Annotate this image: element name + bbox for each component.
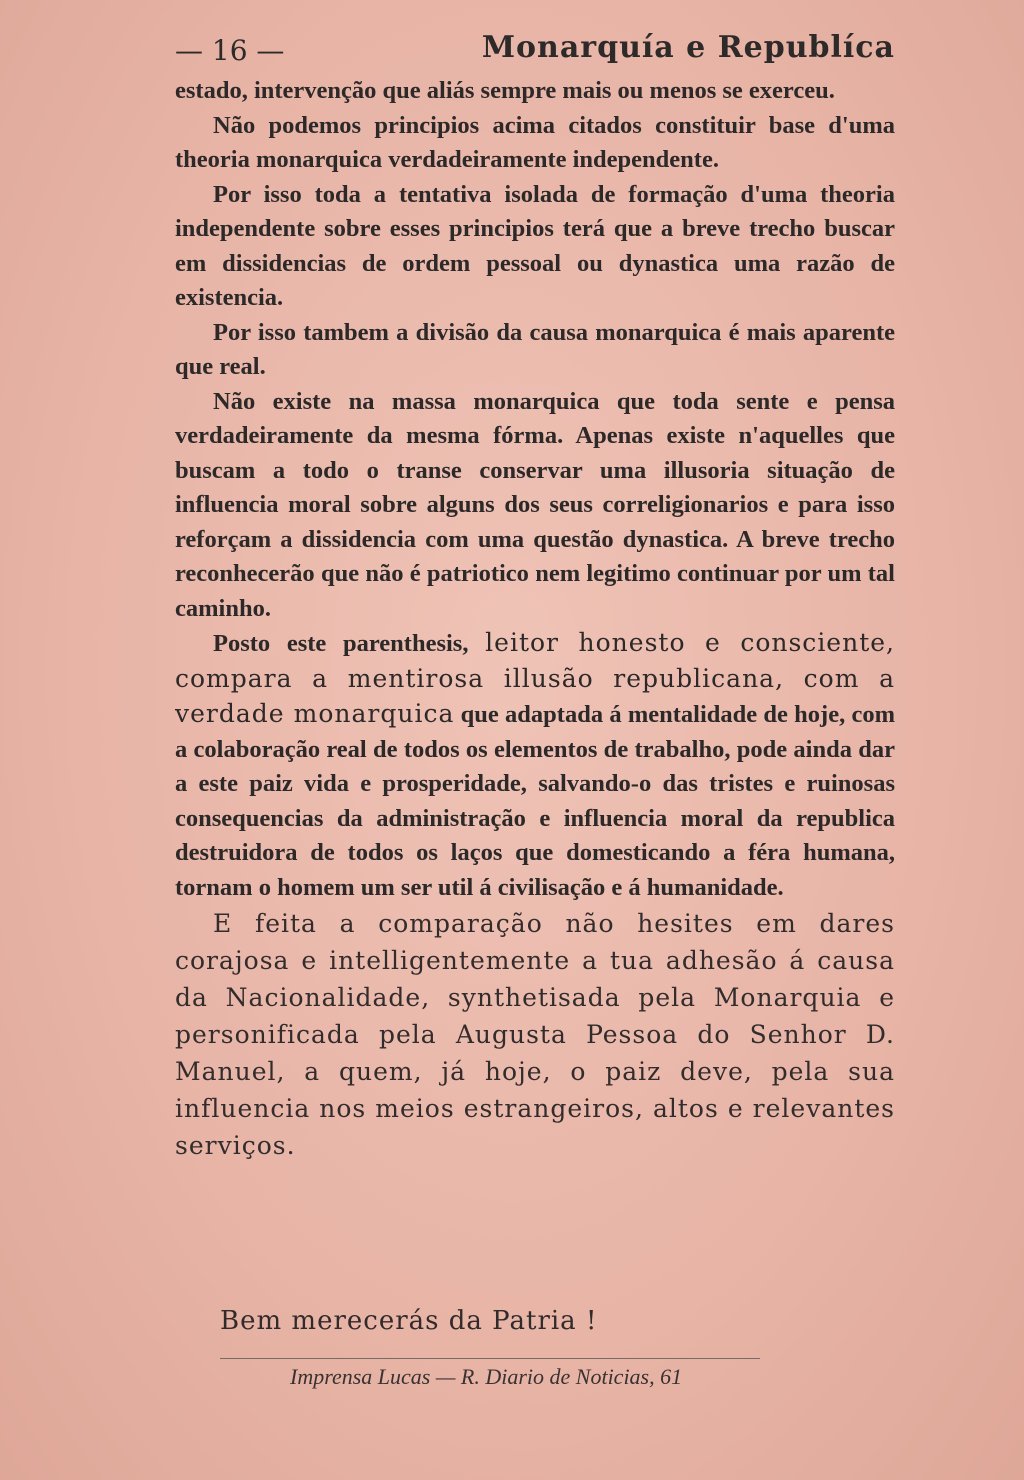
paragraph-principles: Não podemos principios acima citados constituir base d'uma theoria monarquica verdadeiramente independente.	[175, 111, 895, 173]
comparison-lead-large: leitor honesto e consciente, compara a mentirosa illusão republicana, com a verdade monarquica	[175, 628, 895, 728]
paragraph-comparison	[175, 626, 895, 905]
closing-line: Bem merecerás da Patria !	[220, 1306, 598, 1336]
paragraph-division: Por isso tambem a divisão da causa monarquica é mais aparente que real.	[175, 318, 895, 380]
comparison-lead-small: Posto este parenthesis,	[213, 630, 469, 657]
paragraph-continuation: estado, intervenção que aliás sempre mais ou menos se exerceu.	[175, 77, 835, 104]
running-title: Monarquía e Republíca	[481, 30, 895, 65]
paragraph-monarchic-mass: Não existe na massa monarquica que toda sente e pensa verdadeiramente da mesma fórma. Apenas existe n'aquelles que buscam a todo o transe conservar uma illusoria situação de influencia moral sobre alguns dos seus correligionarios e para isso reforçam a dissidencia com uma questão dynastica. A breve trecho reconhecerão que não é patriotico nem legitimo continuar por um tal caminho.	[175, 387, 895, 622]
page-number: — 16 —	[175, 34, 285, 67]
footer-rule	[220, 1358, 760, 1359]
page-header	[175, 30, 895, 70]
printer-imprint: Imprensa Lucas — R. Diario de Noticias, 61	[290, 1364, 683, 1389]
comparison-tail: que adaptada á mentalidade de hoje, com a colaboração real de todos os elementos de trabalho, pode ainda dar a este paiz vida e prosperidade, salvando-o das tristes e ruinosas consequencias da administração e influencia moral da republica destruidora de todos os laços que domesticando a féra humana, tornam o homem um ser util á civilisação e á humanidade.	[175, 701, 895, 901]
paragraph-final-appeal: E feita a comparação não hesites em dares corajosa e intelligentemente a tua adhesão á causa da Nacionalidade, synthetisada pela Monarquia e personificada pela Augusta Pessoa do Senhor D. Manuel, a quem, já hoje, o paiz deve, pela sua influencia nos meios estrangeiros, altos e relevantes serviços.	[175, 909, 895, 1160]
paragraph-isolated-attempt: Por isso toda a tentativa isolada de formação d'uma theoria independente sobre esses principios terá que a breve trecho buscar em dissidencias de ordem pessoal ou dynastica uma razão de existencia.	[175, 180, 895, 311]
body-text	[175, 74, 895, 1164]
